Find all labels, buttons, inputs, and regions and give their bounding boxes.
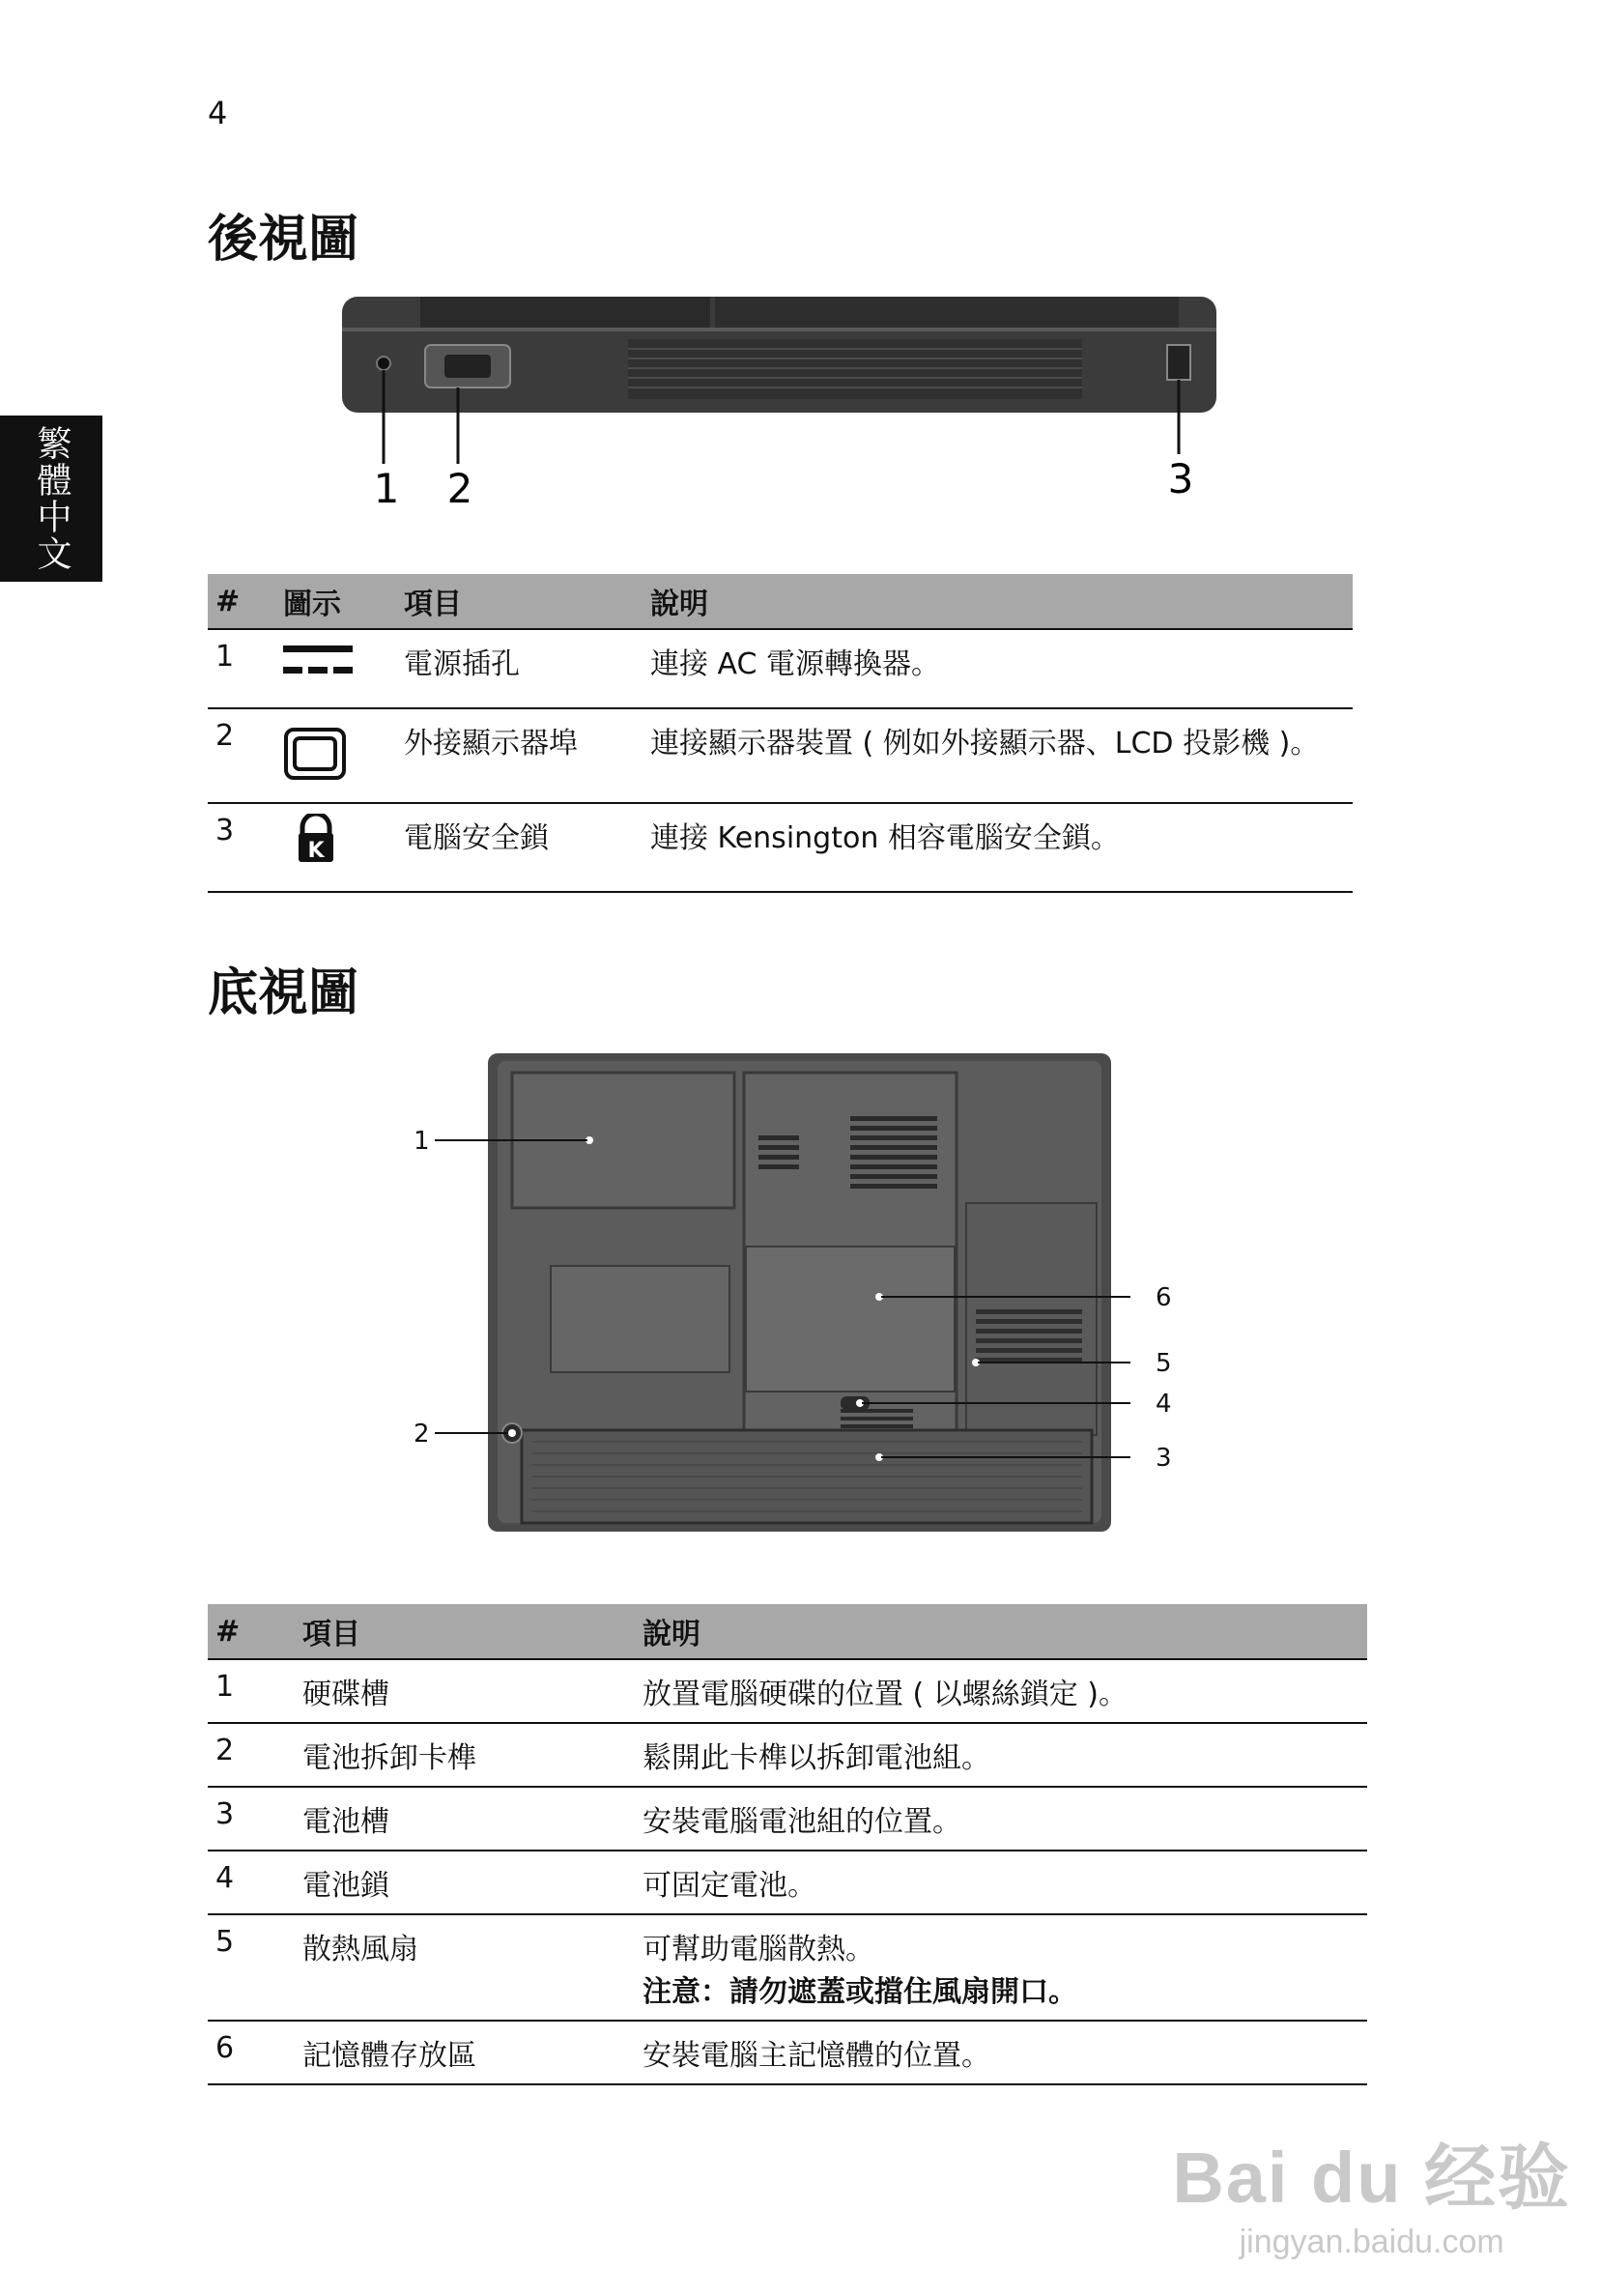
row-item: 電池鎖: [295, 1851, 635, 1914]
bottom-callout-6: 6: [1156, 1283, 1172, 1312]
bottom-callout-4: 4: [1156, 1390, 1172, 1419]
row-num: 6: [208, 2021, 295, 2084]
header-item: 項目: [295, 1604, 635, 1659]
bottom-components-table: [208, 1604, 1367, 2085]
bottom-view-title: 底視圖: [208, 964, 359, 1022]
bottom-callout-5: 5: [1156, 1349, 1172, 1378]
row-num: 3: [208, 1787, 295, 1851]
svg-text:K: K: [307, 839, 325, 863]
row-num: 5: [208, 1914, 295, 2021]
row-note: 注意：請勿遮蓋或擋住風扇開口。: [643, 1975, 1077, 2009]
row-num: 2: [208, 708, 275, 803]
watermark-url: jingyan.baidu.com: [1239, 2224, 1504, 2260]
row-desc: 放置電腦硬碟的位置 ( 以螺絲鎖定 )。: [635, 1659, 1367, 1723]
rear-callout-2: 2: [446, 465, 473, 512]
bottom-table-header: [208, 1604, 1367, 1659]
table-row: [208, 803, 1353, 892]
row-item: 外接顯示器埠: [396, 708, 643, 803]
rear-view-figure: [329, 285, 1246, 517]
rear-ports-table: [208, 574, 1353, 893]
baidu-watermark: [1172, 2121, 1571, 2261]
table-row: [208, 1723, 1367, 1787]
row-desc: 連接顯示器裝置 ( 例如外接顯示器、LCD 投影機 )。: [643, 708, 1353, 803]
header-item: 項目: [396, 574, 643, 629]
table-row: [208, 708, 1353, 803]
rear-callout-1: 1: [373, 465, 400, 512]
row-desc: 連接 Kensington 相容電腦安全鎖。: [643, 803, 1353, 892]
row-num: 2: [208, 1723, 295, 1787]
lock-slot: [1167, 345, 1190, 380]
row-item: 記憶體存放區: [295, 2021, 635, 2084]
row-desc: 鬆開此卡榫以拆卸電池組。: [635, 1723, 1367, 1787]
row-desc: 安裝電腦電池組的位置。: [635, 1787, 1367, 1851]
row-item: 硬碟槽: [295, 1659, 635, 1723]
language-side-tab: [0, 416, 102, 582]
row-num: 4: [208, 1851, 295, 1914]
kensington-lock-icon: [275, 803, 396, 892]
bottom-callout-1: 1: [414, 1127, 430, 1156]
header-num: #: [208, 1604, 295, 1659]
table-row: [208, 1659, 1367, 1723]
row-item: 電源插孔: [396, 629, 643, 708]
header-icon: 圖示: [275, 574, 396, 629]
row-num: 3: [208, 803, 275, 892]
memory-compartment: [746, 1247, 955, 1392]
rear-view-title: 後視圖: [208, 211, 359, 269]
bottom-view-figure: [396, 1044, 1227, 1546]
row-desc: 安裝電腦主記憶體的位置。: [635, 2021, 1367, 2084]
table-row: [208, 2021, 1367, 2084]
row-item: 電池槽: [295, 1787, 635, 1851]
header-num: #: [208, 574, 275, 629]
table-row: [208, 629, 1353, 708]
table-row: [208, 1787, 1367, 1851]
bottom-callout-3: 3: [1156, 1444, 1172, 1473]
bottom-callout-2: 2: [414, 1420, 430, 1449]
rear-callout-3: 3: [1167, 455, 1194, 502]
row-desc: [635, 1914, 1367, 2021]
row-num: 1: [208, 1659, 295, 1723]
row-desc: 可固定電池。: [635, 1851, 1367, 1914]
page-number: 4: [208, 95, 228, 131]
header-desc: 說明: [643, 574, 1353, 629]
header-desc: 說明: [635, 1604, 1367, 1659]
monitor-port-icon: [275, 708, 396, 803]
side-tab-label: 繁體中文: [32, 425, 71, 572]
power-jack-port: [377, 357, 390, 370]
row-desc: 連接 AC 電源轉換器。: [643, 629, 1353, 708]
row-num: 1: [208, 629, 275, 708]
table-row: [208, 1914, 1367, 2021]
row-item: 散熱風扇: [295, 1914, 635, 2021]
dc-power-icon: [275, 629, 396, 708]
row-item: 電腦安全鎖: [396, 803, 643, 892]
table-row: [208, 1851, 1367, 1914]
row-desc-text: 可幫助電腦散熱。: [643, 1933, 874, 1966]
row-item: 電池拆卸卡榫: [295, 1723, 635, 1787]
watermark-brand: Bai du 经验: [1172, 2138, 1571, 2218]
rear-table-header: [208, 574, 1353, 629]
